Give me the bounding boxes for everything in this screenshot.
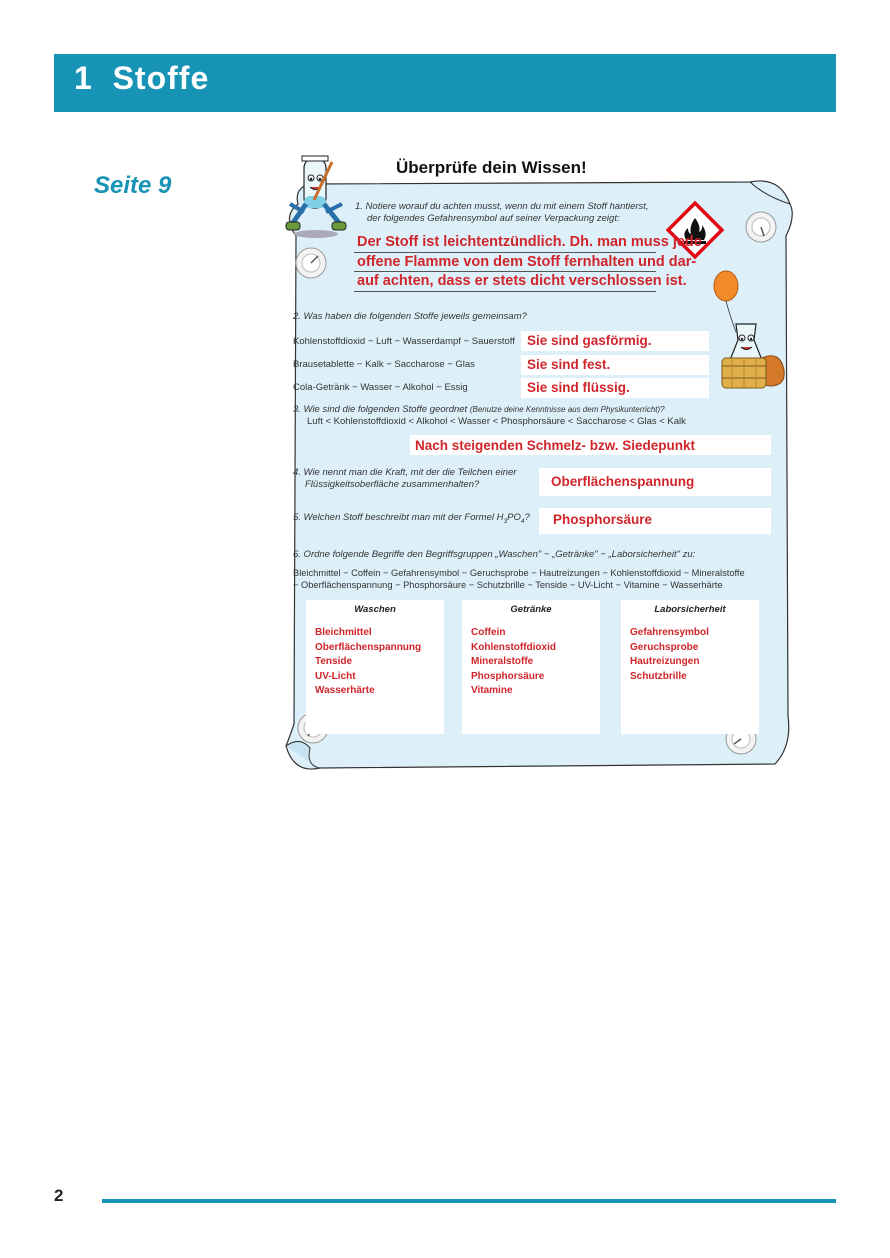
q3-text	[293, 404, 665, 416]
q4-text-line2: Flüssigkeitsoberfläche zusammenhalten?	[305, 479, 480, 490]
worksheet-heading: Überprüfe dein Wissen!	[396, 158, 587, 177]
list-item: Bleichmittel	[315, 627, 372, 638]
list-item: Kohlenstoffdioxid	[471, 641, 556, 653]
list-item: Geruchsprobe	[630, 641, 699, 653]
group-items	[471, 626, 556, 699]
q5-mid: PO	[507, 512, 521, 523]
q2-row1-items: Kohlenstoffdioxid − Luft − Wasserdampf − Sauerstoff	[293, 336, 515, 347]
q2-row3-answer: Sie sind flüssig.	[527, 380, 630, 395]
q5-sub2: 4	[520, 517, 525, 525]
group-waschen[interactable]	[306, 600, 444, 734]
q3-hint: (Benutze deine Kenntnisse aus dem Physikunterricht)?	[469, 405, 665, 414]
list-item: Mineralstoffe	[471, 656, 534, 667]
chapter-title	[74, 60, 209, 97]
q1-answer-line3[interactable]: auf achten, dass er stets dicht verschlossen ist.	[357, 273, 687, 289]
flame-hazard-icon	[665, 200, 725, 260]
q2-row1-answer: Sie sind gasförmig.	[527, 333, 652, 348]
list-item: Tenside	[315, 656, 353, 667]
footer-rule	[102, 1199, 836, 1203]
test-tube-mascot-icon	[284, 154, 348, 240]
q1-answer-line2[interactable]: offene Flamme von dem Stoff fernhalten und dar-	[357, 254, 697, 270]
q2-row2-items: Brausetablette − Kalk − Saccharose − Glas	[293, 359, 475, 370]
q1-text-line1: 1. Notiere worauf du achten musst, wenn du mit einem Stoff hantierst,	[355, 201, 649, 212]
q5-sub1: 3	[503, 517, 508, 525]
q3-order: Luft < Kohlenstoffdioxid < Alkohol < Wasser < Phosphorsäure < Saccharose < Glas < Kalk	[307, 416, 686, 427]
pushpin-icon	[744, 210, 778, 244]
q5-text-after: ?	[524, 512, 530, 523]
q2-text: 2. Was haben die folgenden Stoffe jeweils gemeinsam?	[293, 311, 527, 322]
q6-terms-line1: Bleichmittel − Coffein − Gefahrensymbol − Geruchsprobe − Hautreizungen − Kohlenstoffdioxid − Mineralstoffe	[293, 568, 745, 578]
group-header: Laborsicherheit	[654, 604, 726, 615]
list-item: Phosphorsäure	[471, 670, 545, 682]
q2-row3-items: Cola-Getränk − Wasser − Alkohol − Essig	[293, 382, 468, 393]
answer-rule	[354, 291, 656, 292]
page-reference: Seite 9	[94, 172, 172, 199]
pushpin-icon	[294, 246, 328, 280]
q6-text: 6. Ordne folgende Begriffe den Begriffsgruppen „Waschen" − „Getränke" − „Laborsicherheit" zu:	[293, 549, 696, 560]
q1-text-line2: der folgendes Gefahrensymbol auf seiner Verpackung zeigt:	[367, 213, 620, 224]
group-header: Waschen	[354, 604, 396, 615]
group-laborsicherheit[interactable]	[621, 600, 759, 734]
q5-text-before: 5. Welchen Stoff beschreibt man mit der Formel H	[293, 512, 504, 523]
list-item: Wasserhärte	[315, 685, 375, 696]
q5-answer: Phosphorsäure	[553, 512, 653, 527]
group-items	[630, 626, 709, 684]
list-item: UV-Licht	[315, 670, 356, 682]
group-items	[315, 626, 421, 699]
list-item: Oberflächenspannung	[315, 641, 422, 653]
answer-rule	[354, 271, 656, 272]
q2-row2-answer: Sie sind fest.	[527, 357, 611, 372]
list-item: Schutzbrille	[630, 670, 687, 682]
chapter-number: 1	[74, 60, 93, 96]
list-item: Hautreizungen	[630, 656, 700, 667]
chapter-name: Stoffe	[112, 60, 210, 96]
q1-answer-line1[interactable]: Der Stoff ist leichtentzündlich. Dh. man muss jede	[357, 234, 702, 250]
page-number: 2	[54, 1186, 64, 1205]
q4-text-line1: 4. Wie nennt man die Kraft, mit der die Teilchen einer	[293, 467, 517, 478]
q3-question: 3. Wie sind die folgenden Stoffe geordnet	[293, 404, 468, 415]
chapter-banner	[54, 54, 836, 112]
q3-answer: Nach steigenden Schmelz- bzw. Siedepunkt	[415, 438, 696, 453]
q6-terms-line2: − Oberflächenspannung − Phosphorsäure − Schutzbrille − Tenside − UV-Licht − Vitamine − Wasserhärte	[293, 580, 723, 590]
q4-answer: Oberflächenspannung	[551, 474, 695, 489]
list-item: Coffein	[471, 627, 506, 638]
group-header: Getränke	[510, 604, 552, 615]
q5-text	[293, 512, 530, 528]
flask-mascot-balloon-icon	[700, 266, 790, 394]
group-getraenke[interactable]	[462, 600, 600, 734]
list-item: Vitamine	[471, 685, 513, 696]
answer-rule	[354, 252, 656, 253]
list-item: Gefahrensymbol	[630, 627, 709, 638]
